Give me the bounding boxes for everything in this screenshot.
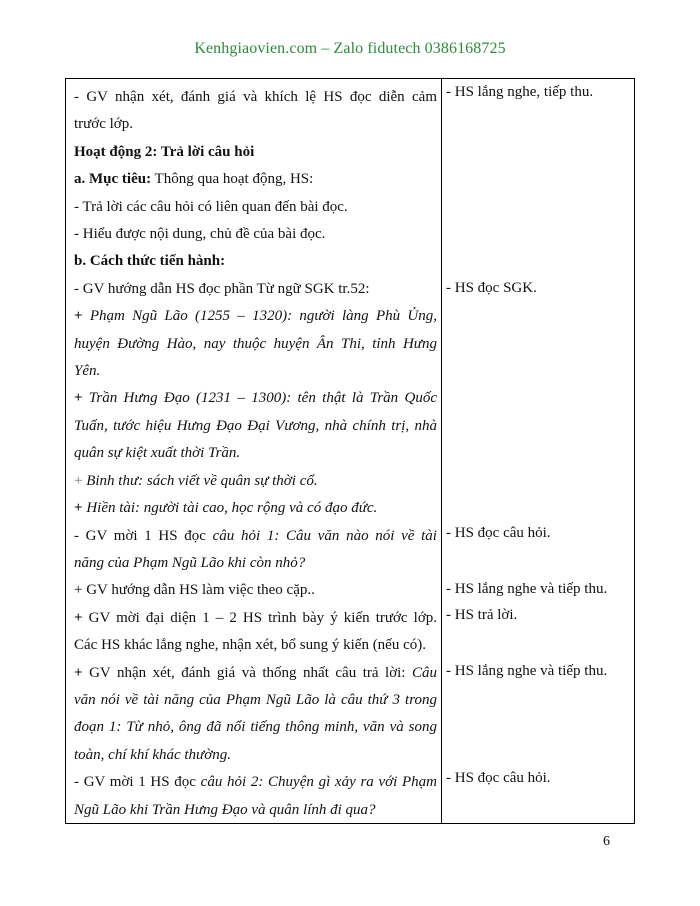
plus-marker: +: [74, 609, 89, 626]
question-line: Ngũ Lão khi Trần Hưng Đạo và quân lính đi qua?: [74, 801, 376, 818]
student-activity: - HS đọc SGK.: [446, 280, 537, 296]
answer-line: văn nói về tài năng của Phạm Ngũ Lão là câu thứ 3 trong: [74, 691, 437, 708]
question-text: câu hỏi 1: Câu văn nào nói về tài: [212, 527, 437, 544]
glossary-line: Tuấn, tước hiệu Hưng Đạo Đại Vương, nhà chính trị, nhà: [74, 417, 437, 434]
header-separator: –: [317, 40, 334, 57]
glossary-line: quân sự kiệt xuất thời Trần.: [74, 445, 241, 462]
column-divider: [441, 79, 442, 823]
plus-marker: +: [74, 472, 87, 489]
header-contact: Zalo fidutech 0386168725: [333, 40, 506, 57]
glossary-text: Hiền tài: người tài cao, học rộng và có đạo đức.: [86, 500, 378, 517]
objective-line: [74, 166, 437, 193]
question-line: năng của Phạm Ngũ Lão khi còn nhỏ?: [74, 554, 306, 571]
student-activity: - HS trả lời.: [446, 607, 518, 623]
plus-marker: +: [74, 664, 90, 681]
activity-heading: Hoạt động 2: Trả lời câu hỏi: [74, 143, 255, 160]
method-heading: b. Cách thức tiến hành:: [74, 253, 226, 270]
glossary-line: [74, 303, 437, 330]
answer-line: [74, 660, 437, 687]
plus-marker: +: [74, 500, 87, 517]
student-activity: - HS lắng nghe và tiếp thu.: [446, 663, 608, 679]
glossary-text: Phạm Ngũ Lão (1255 – 1320): người làng Phù Ủng,: [89, 308, 437, 325]
glossary-text: Trần Hưng Đạo (1231 – 1300): tên thật là Trần Quốc: [88, 390, 437, 407]
glossary-line: huyện Đường Hào, nay thuộc huyện Ân Thi, tỉnh Hưng: [74, 335, 437, 352]
line-text: GV nhận xét, đánh giá và thống nhất câu trả lời:: [89, 664, 412, 681]
page-number: 6: [603, 834, 610, 849]
text-line: - Trả lời các câu hỏi có liên quan đến bài đọc.: [74, 198, 348, 215]
question-line: [74, 769, 437, 796]
header-site: Kenhgiaovien.com: [194, 40, 318, 57]
question-prefix: - GV mời 1 HS đọc: [74, 774, 201, 791]
text-line: Các HS khác lắng nghe, nhận xét, bổ sung ý kiến (nếu có).: [74, 637, 426, 654]
student-activity: - HS đọc câu hỏi.: [446, 525, 551, 541]
lesson-table: [65, 78, 635, 824]
glossary-line: [74, 385, 437, 412]
page-header: [0, 40, 700, 58]
question-line: [74, 523, 437, 550]
student-activity: - HS lắng nghe và tiếp thu.: [446, 581, 608, 597]
plus-marker: +: [74, 390, 89, 407]
text-line: trước lớp.: [74, 116, 133, 133]
glossary-line: Yên.: [74, 363, 101, 380]
plus-marker: +: [74, 308, 90, 325]
answer-text: Câu: [411, 664, 437, 681]
question-text: câu hỏi 2: Chuyện gì xảy ra với Phạm: [200, 774, 437, 791]
objective-text: Thông qua hoạt động, HS:: [151, 171, 314, 188]
text-line: [74, 605, 437, 632]
student-activity: - HS lắng nghe, tiếp thu.: [446, 84, 594, 100]
teacher-column: [74, 84, 437, 824]
question-prefix: - GV mời 1 HS đọc: [74, 527, 213, 544]
student-activity: - HS đọc câu hỏi.: [446, 770, 551, 786]
line-text: GV mời đại diện 1 – 2 HS trình bày ý kiến trước lớp.: [88, 609, 437, 626]
glossary-line: [74, 495, 437, 522]
text-line: + GV hướng dẫn HS làm việc theo cặp..: [74, 582, 315, 599]
glossary-line: [74, 468, 437, 495]
answer-line: toàn, chí khí khác thường.: [74, 746, 231, 763]
glossary-text: Binh thư: sách viết về quân sự thời cổ.: [86, 472, 318, 489]
text-line: - Hiểu được nội dung, chủ đề của bài đọc.: [74, 226, 326, 243]
text-line: - GV nhận xét, đánh giá và khích lệ HS đọc diễn cảm: [74, 89, 437, 105]
objective-label: a. Mục tiêu:: [74, 171, 152, 188]
text-line: - GV hướng dẫn HS đọc phần Từ ngữ SGK tr.52:: [74, 280, 370, 297]
answer-line: đoạn 1: Từ nhỏ, ông đã nổi tiếng thông minh, văn và song: [74, 719, 437, 736]
